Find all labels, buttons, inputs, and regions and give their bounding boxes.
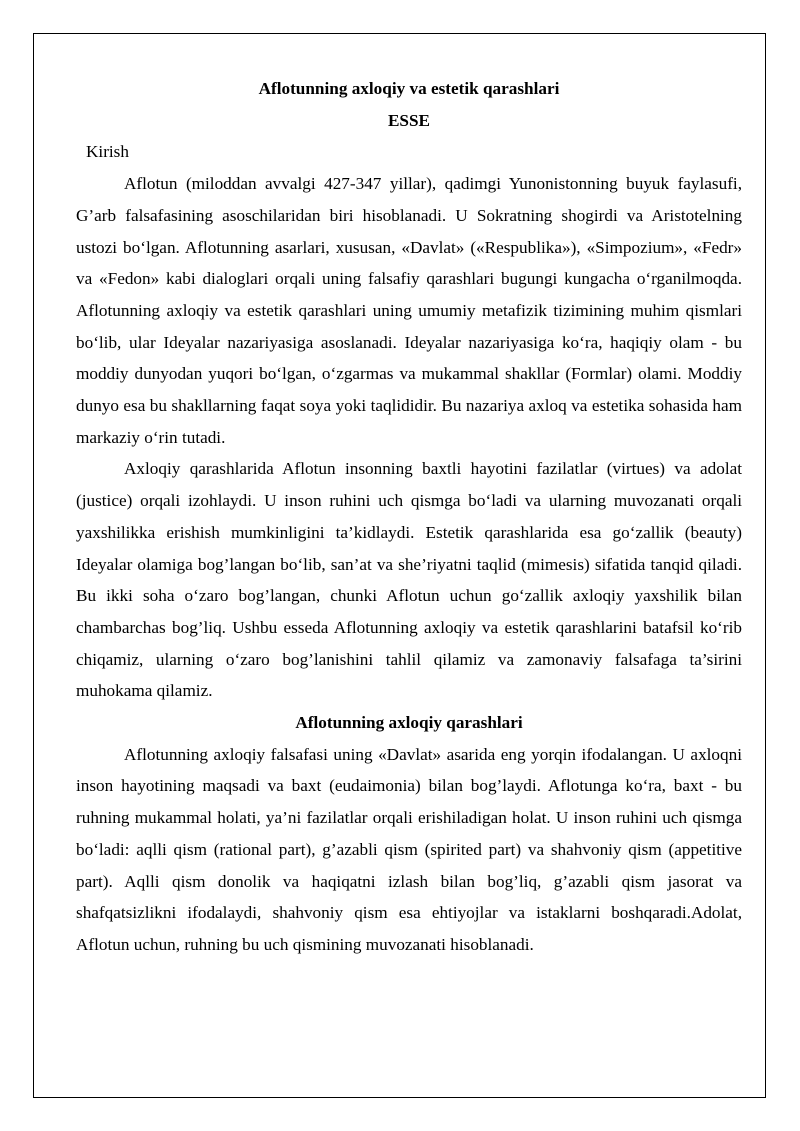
document-body: [76, 73, 742, 961]
document-title: Aflotunning axloqiy va estetik qarashlari: [258, 79, 560, 98]
intro-heading: Kirish: [86, 142, 129, 162]
section-paragraph-1: Aflotunning axloqiy falsafasi uning «Davlat» asarida eng yorqin ifodalangan. U axloqni inson hayotining maqsadi va baxt (eudaimonia) bilan bog’laydi. Aflotunga ko‘ra, baxt - bu ruhning mukammal holati, ya’ni fazilatlar orqali erishiladigan holat. U inson ruhini uch qismga bo‘ladi: aqlli qism (rational part), g’azabli qism (spirited part) va shahvoniy qism (appetitive part). Aqlli qism donolik va haqiqatni izlash bilan bog’liq, g’azabli qism jasorat va shafqatsizlikni ifodalaydi, shahvoniy qism esa ehtiyojlar va istaklarni boshqaradi.Adolat, Aflotun uchun, ruhning bu uch qismining muvozanati hisoblanadi.: [76, 744, 742, 954]
intro-paragraph-2: Axloqiy qarashlarida Aflotun insonning baxtli hayotini fazilatlar (virtues) va adolat (justice) orqali izohlaydi. U inson ruhini uch qismga bo‘ladi va ularning muvozanati orqali yaxshilikka erishish mumkinligini ta’kidlaydi. Estetik qarashlarida esa go‘zallik (beauty) Ideyalar olamiga bog’langan bo‘lib, san’at va she’riyatni taqlid (mimesis) sifatida tanqid qiladi. Bu ikki soha o‘zaro bog’langan, chunki Aflotun uchun go‘zallik axloqiy yaxshilik bilan chambarchas bog’liq. Ushbu esseda Aflotunning axloqiy va estetik qarashlarini batafsil ko‘rib chiqamiz, ularning o‘zaro bog’lanishini tahlil qilamiz va zamonaviy falsafaga ta’sirini muhokama qilamiz.: [76, 459, 742, 701]
document-subtitle: ESSE: [387, 110, 431, 130]
section-heading: Aflotunning axloqiy qarashlari: [295, 713, 523, 733]
intro-paragraph-1: Aflotun (miloddan avvalgi 427-347 yillar), qadimgi Yunonistonning buyuk faylasufi, G’arb falsafasining asoschilaridan biri hisoblanadi. U Sokratning shogirdi va Aristotelning ustozi bo‘lgan. Aflotunning asarlari, xususan, «Davlat» («Respublika»), «Simpozium», «Fedr» va «Fedon» kabi dialoglari orqali uning falsafiy qarashlari bugungi kungacha o‘rganilmoqda. Aflotunning axloqiy va estetik qarashlari uning umumiy metafizik tizimining muhim qismlari bo‘lib, ular Ideyalar nazariyasiga asoslanadi. Ideyalar nazariyasiga ko‘ra, haqiqiy olam - bu moddiy dunyodan yuqori bo‘lgan, o‘zgarmas va mukammal shakllar (Formlar) olami. Moddiy dunyo esa bu shakllarning faqat soya yoki taqlididir. Bu nazariya axloq va estetika sohasida ham markaziy o‘rin tutadi.: [76, 174, 742, 447]
